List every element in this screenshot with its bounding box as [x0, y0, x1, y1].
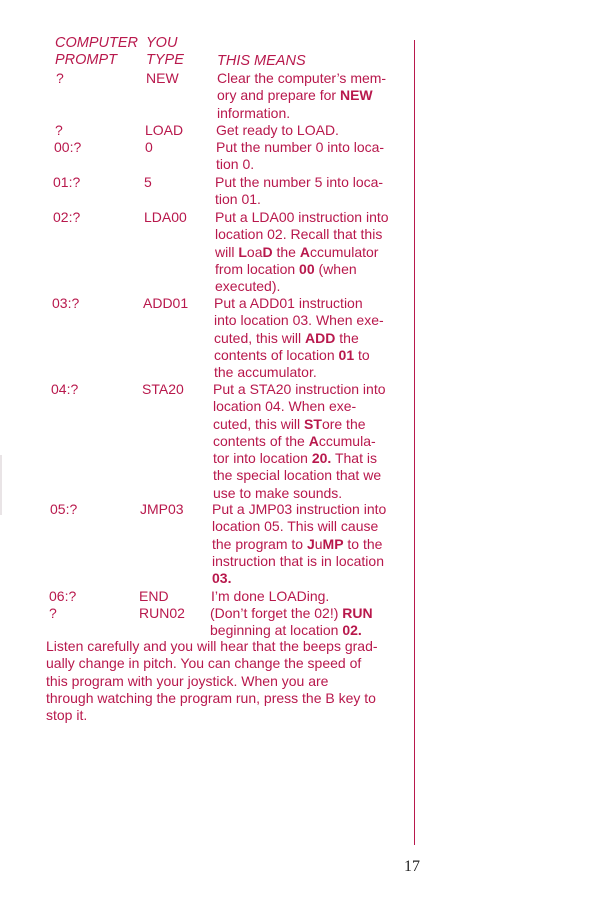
- prompt-cell: 06:?: [49, 588, 77, 604]
- header-this-means: THIS MEANS: [217, 53, 306, 69]
- prompt-cell: 00:?: [54, 139, 82, 155]
- means-cell: Put a JMP03 instruction into location 05. This will cause the program to JuMP to the instruction that is in location 03.: [212, 501, 387, 587]
- prompt-cell: 01:?: [53, 174, 81, 190]
- type-cell: STA20: [142, 381, 184, 397]
- means-cell: Put a ADD01 instruction into location 03. When exe- cuted, this will ADD the contents of location 01 to the accumulator.: [214, 295, 384, 381]
- prompt-cell: 05:?: [50, 501, 78, 517]
- type-cell: JMP03: [140, 501, 184, 517]
- means-cell: (Don’t forget the 02!) RUN beginning at location 02.: [210, 605, 373, 639]
- type-cell: 5: [144, 174, 152, 190]
- header-type: TYPE: [146, 52, 184, 68]
- prompt-cell: ?: [49, 605, 57, 621]
- type-cell: NEW: [146, 70, 179, 86]
- prompt-cell: 02:?: [53, 209, 81, 225]
- type-cell: RUN02: [139, 605, 185, 621]
- header-computer: COMPUTER: [55, 35, 138, 51]
- means-cell: Put the number 0 into loca- tion 0.: [216, 139, 385, 173]
- header-prompt: PROMPT: [55, 52, 118, 68]
- type-cell: LDA00: [144, 209, 187, 225]
- means-cell: Put a STA20 instruction into location 04. When exe- cuted, this will STore the contents of the Accumula- tor into location 20. That is the special location that we use to make sounds.: [213, 381, 386, 501]
- header-you: YOU: [146, 35, 178, 51]
- means-cell: Clear the computer’s mem- ory and prepare for NEW information.: [217, 70, 387, 121]
- page-number: 17: [404, 858, 420, 875]
- means-cell: Put a LDA00 instruction into location 02. Recall that this will LoaD the Accumulator from location 00 (when executed).: [215, 209, 389, 295]
- column-rule: [414, 40, 415, 845]
- type-cell: END: [139, 588, 169, 604]
- means-cell: I’m done LOADing.: [211, 588, 330, 604]
- prompt-cell: ?: [56, 70, 64, 86]
- table-headers: [0, 35, 600, 75]
- prompt-cell: 03:?: [52, 295, 80, 311]
- binding-shadow: [0, 455, 2, 515]
- body-paragraph: Listen carefully and you will hear that the beeps grad- ually change in pitch. You can change the speed of this program with your joystick. When you are through watching the program run, press the B key to stop it.: [46, 638, 378, 724]
- means-cell: Get ready to LOAD.: [216, 122, 339, 138]
- type-cell: 0: [145, 139, 153, 155]
- prompt-cell: 04:?: [51, 381, 79, 397]
- type-cell: ADD01: [143, 295, 189, 311]
- means-cell: Put the number 5 into loca- tion 01.: [215, 174, 384, 208]
- prompt-cell: ?: [55, 122, 63, 138]
- type-cell: LOAD: [145, 122, 184, 138]
